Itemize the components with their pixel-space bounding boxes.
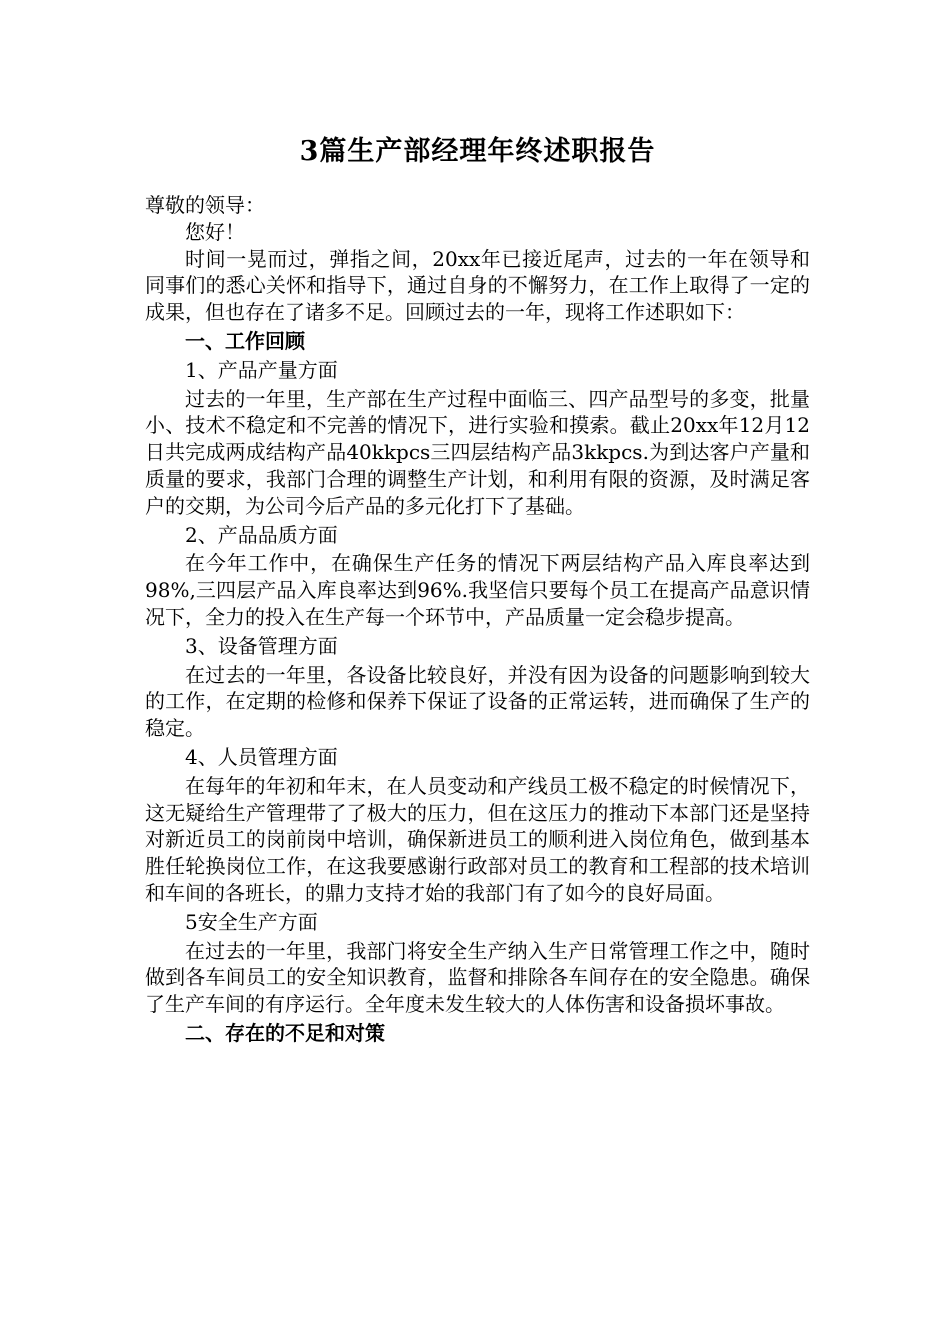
- item-heading-product-quality: 2、产品品质方面: [185, 522, 338, 547]
- item-heading-safety-production: 5安全生产方面: [185, 909, 318, 934]
- item-body-production-output: 过去的一年里，生产部在生产过程中面临三、四产品型号的多变，批量小、技术不稳定和不完善的情况下，进行实验和摸索。截止20xx年12月12日共完成两成结构产品40kkpcs三四层结构产品3kkpcs.为到达客户产量和质量的要求，我部门合理的调整生产计划，和利用有限的资源，及时满足客户的交期，为公司今后产品的多元化打下了基础。: [145, 386, 810, 518]
- section-heading-work-review: 一、工作回顾: [185, 328, 305, 353]
- item-body-safety-production: 在过去的一年里，我部门将安全生产纳入生产日常管理工作之中，随时做到各车间员工的安全知识教育，监督和排除各车间存在的安全隐患。确保了生产车间的有序运行。全年度未发生较大的人体伤害和设备损坏事故。: [145, 938, 810, 1017]
- item-heading-equipment-management: 3、设备管理方面: [185, 633, 338, 658]
- section-heading-shortcomings: 二、存在的不足和对策: [185, 1020, 385, 1045]
- item-heading-production-output: 1、产品产量方面: [185, 357, 338, 382]
- document-title: 3篇生产部经理年终述职报告: [299, 136, 656, 167]
- greeting: 您好！: [185, 219, 245, 244]
- document-page: [145, 128, 810, 1049]
- item-heading-personnel-management: 4、人员管理方面: [185, 744, 338, 769]
- intro-paragraph: 时间一晃而过，弹指之间，20xx年已接近尾声，过去的一年在领导和同事们的悉心关怀和指导下，通过自身的不懈努力，在工作上取得了一定的成果，但也存在了诸多不足。回顾过去的一年，现将工作述职如下：: [145, 246, 810, 325]
- item-body-personnel-management: 在每年的年初和年末，在人员变动和产线员工极不稳定的时候情况下，这无疑给生产管理带了了极大的压力，但在这压力的推动下本部门还是坚持对新近员工的岗前岗中培训，确保新进员工的顺利进入岗位角色，做到基本胜任轮换岗位工作，在这我要感谢行政部对员工的教育和工程部的技术培训和车间的各班长，的鼎力支持才始的我部门有了如今的良好局面。: [145, 773, 810, 905]
- item-body-equipment-management: 在过去的一年里，各设备比较良好，并没有因为设备的问题影响到较大的工作，在定期的检修和保养下保证了设备的正常运转，进而确保了生产的稳定。: [145, 662, 810, 741]
- item-body-product-quality: 在今年工作中，在确保生产任务的情况下两层结构产品入库良率达到98%,三四层产品入库良率达到96%.我坚信只要每个员工在提高产品意识情况下，全力的投入在生产每一个环节中，产品质量一定会稳步提高。: [145, 551, 810, 629]
- salutation: 尊敬的领导：: [145, 193, 265, 217]
